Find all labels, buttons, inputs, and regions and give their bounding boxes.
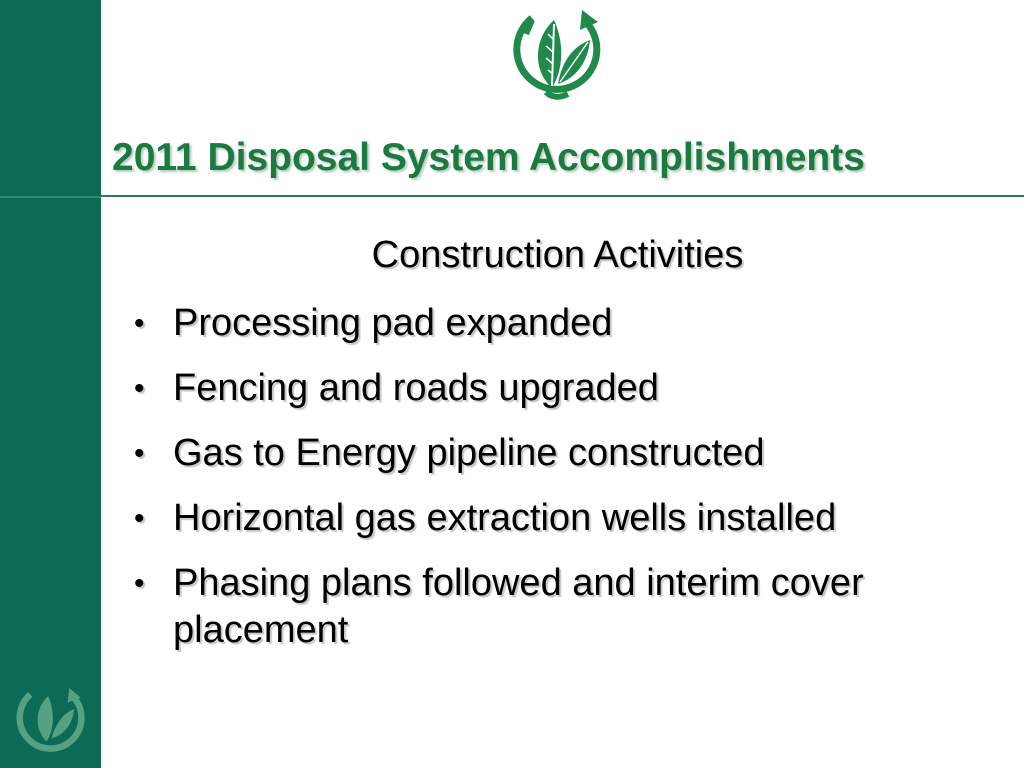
bullet-dot-icon: • [134, 437, 145, 470]
bullet-dot-icon: • [134, 307, 145, 340]
bullet-item [130, 365, 1010, 412]
bullet-item [130, 560, 893, 654]
sidebar-divider [0, 196, 101, 198]
sidebar [0, 0, 101, 768]
section-subheading: Construction Activities [371, 234, 744, 276]
bullet-dot-icon: • [134, 502, 145, 535]
bullet-dot-icon: • [134, 567, 145, 600]
bullet-text: Processing pad expanded [173, 302, 613, 344]
leaf-recycle-logo-icon [502, 4, 608, 102]
bullet-item [130, 300, 1010, 347]
bullet-dot-icon: • [134, 372, 145, 405]
bullet-list [130, 300, 1010, 672]
bullet-text: Gas to Energy pipeline constructed [173, 432, 765, 474]
title-divider [101, 195, 1024, 197]
leaf-recycle-logo-icon [6, 677, 92, 759]
bullet-text: Horizontal gas extraction wells installed [173, 497, 837, 539]
bullet-item [130, 495, 1010, 542]
bullet-text: Phasing plans followed and interim cover placement [173, 562, 864, 651]
bullet-item [130, 430, 1010, 477]
slide-title: 2011 Disposal System Accomplishments [112, 136, 865, 179]
bullet-text: Fencing and roads upgraded [173, 367, 659, 409]
